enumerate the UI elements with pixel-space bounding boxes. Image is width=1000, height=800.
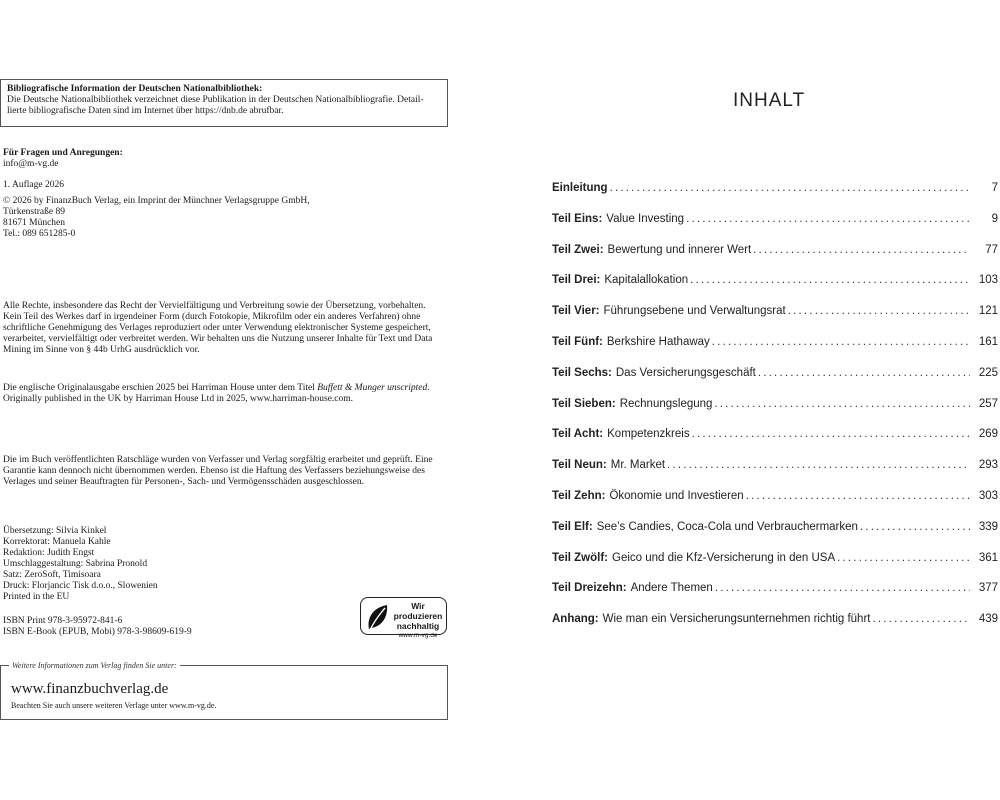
toc-entry-title: See’s Candies, Coca-Cola und Verbrauchermarken bbox=[596, 520, 858, 533]
bibliographic-info-box bbox=[0, 79, 448, 127]
bib-line-2: lierte bibliografische Daten sind im Internet über https://dnb.de abrufbar. bbox=[7, 106, 284, 116]
toc-entry-part: Teil Fünf: bbox=[552, 336, 603, 348]
credit-line: Umschlaggestaltung: Sabrina Pronold bbox=[3, 559, 148, 569]
toc-entry-label bbox=[552, 365, 756, 381]
toc-entry-page: 361 bbox=[978, 551, 998, 564]
toc-entry-label bbox=[552, 334, 710, 350]
questions-title: Für Fragen und Anregungen: bbox=[3, 148, 123, 158]
toc-entry-label bbox=[552, 550, 835, 566]
toc-entry-page: 257 bbox=[978, 397, 998, 410]
toc-entry-title: Ökonomie und Investieren bbox=[609, 490, 744, 502]
toc-entry[interactable] bbox=[552, 488, 998, 504]
toc-entry-page: 339 bbox=[978, 520, 998, 533]
toc-entry[interactable] bbox=[552, 550, 998, 566]
toc-entry-leader bbox=[610, 180, 970, 196]
credit-line: Satz: ZeroSoft, Timisoara bbox=[3, 570, 101, 580]
info-box-more: Beachten Sie auch unsere weiteren Verlage unter www.m-vg.de. bbox=[11, 701, 217, 710]
rights-line-3: schriftliche Genehmigung des Verlages reproduziert oder unter Verwendung elektronischer Systeme gespeichert, bbox=[3, 323, 431, 333]
disclaimer-block bbox=[3, 455, 449, 488]
toc-entry-title: Rechnungslegung bbox=[619, 397, 713, 410]
toc-entry[interactable] bbox=[552, 365, 998, 381]
toc-entry-label bbox=[552, 488, 744, 504]
toc-entry-leader bbox=[686, 211, 970, 227]
toc-entry-part: Teil Drei: bbox=[552, 274, 601, 287]
toc-entry-title: Berkshire Hathaway bbox=[606, 336, 710, 348]
copyright-line-1: © 2026 by FinanzBuch Verlag, ein Imprint der Münchner Verlagsgruppe GmbH, bbox=[3, 196, 310, 206]
toc-entry-leader bbox=[667, 457, 970, 473]
toc-entry-leader bbox=[712, 334, 970, 350]
toc-entry-title: Kapitalallokation bbox=[604, 274, 689, 287]
toc-entry-page: 77 bbox=[985, 243, 998, 256]
toc-entry-label bbox=[552, 519, 858, 535]
toc-entry-part: Anhang: bbox=[552, 613, 599, 626]
toc-entry-label bbox=[552, 211, 684, 227]
toc-entry-leader bbox=[714, 396, 970, 412]
copyright-line-4: Tel.: 089 651285-0 bbox=[3, 229, 76, 239]
toc-entry-page: 161 bbox=[978, 336, 998, 348]
toc-entry[interactable] bbox=[552, 272, 998, 288]
toc-entry-label bbox=[552, 242, 751, 258]
toc-entry-page: 377 bbox=[978, 582, 998, 595]
toc-entry[interactable] bbox=[552, 211, 998, 227]
toc-entry-part: Teil Zwei: bbox=[552, 243, 604, 256]
toc-entry-page: 9 bbox=[991, 212, 998, 225]
publisher-info-box bbox=[0, 661, 448, 720]
disclaimer-line-2: Garantie kann dennoch nicht übernommen werden. Ebenso ist die Haftung des Verfassers beziehungsweise des bbox=[3, 466, 425, 476]
sustainability-badge bbox=[360, 597, 447, 639]
copyright-block bbox=[3, 196, 449, 240]
publisher-website-link[interactable]: www.finanzbuchverlag.de bbox=[11, 681, 169, 697]
badge-line-1: Wir produzieren bbox=[393, 601, 443, 621]
toc-entry-leader bbox=[758, 365, 970, 381]
toc-entry[interactable] bbox=[552, 303, 998, 319]
credit-line: Korrektorat: Manuela Kahle bbox=[3, 537, 111, 547]
toc-entry-part: Teil Sechs: bbox=[552, 366, 612, 379]
rights-line-5: Mining im Sinne von § 44b UrhG ausdrücklich vor. bbox=[3, 345, 200, 355]
isbn-print: ISBN Print 978-3-95972-841-6 bbox=[3, 616, 123, 626]
badge-line-2: nachhaltig bbox=[396, 621, 440, 631]
toc-entry-leader bbox=[746, 488, 970, 504]
leaf-icon bbox=[365, 602, 391, 632]
toc-entry-label bbox=[552, 426, 690, 442]
toc-entry-title: Das Versicherungsgeschäft bbox=[615, 366, 756, 379]
toc-entry-leader bbox=[860, 519, 970, 535]
toc-entry-title: Wie man ein Versicherungsunternehmen richtig führt bbox=[602, 613, 871, 626]
rights-block bbox=[3, 301, 449, 356]
original-line-1 bbox=[3, 383, 449, 394]
toc-entry-label bbox=[552, 611, 870, 627]
credits-block bbox=[3, 526, 449, 603]
toc-entry[interactable] bbox=[552, 180, 998, 196]
credit-line: Redaktion: Judith Engst bbox=[3, 548, 95, 558]
badge-text bbox=[391, 601, 445, 640]
toc-entry-part: Teil Neun: bbox=[552, 459, 607, 472]
credit-line: Printed in the EU bbox=[3, 592, 70, 602]
toc-entry[interactable] bbox=[552, 334, 998, 350]
toc-entry[interactable] bbox=[552, 611, 998, 627]
toc-entry-page: 121 bbox=[978, 305, 998, 318]
original-line-1-post: . bbox=[427, 383, 430, 393]
toc-entry-label bbox=[552, 303, 786, 319]
toc-entry-leader bbox=[872, 611, 970, 627]
copyright-line-2: Türkenstraße 89 bbox=[3, 207, 65, 217]
toc-entry-leader bbox=[715, 580, 970, 596]
original-line-1-pre: Die englische Originalausgabe erschien 2025 bei Harriman House unter dem Titel bbox=[3, 383, 318, 393]
toc-entry-part: Teil Vier: bbox=[552, 305, 600, 318]
toc-entry-leader bbox=[692, 426, 970, 442]
toc-entry-page: 439 bbox=[978, 613, 998, 626]
toc-entry-part: Teil Eins: bbox=[552, 212, 603, 225]
original-line-2: Originally published in the UK by Harriman House Ltd in 2025, www.harriman-house.com. bbox=[3, 394, 354, 404]
toc-entry-label bbox=[552, 396, 712, 412]
toc-entry-leader bbox=[788, 303, 970, 319]
questions-block bbox=[3, 148, 449, 170]
edition: 1. Auflage 2026 bbox=[3, 180, 64, 190]
credit-line: Übersetzung: Silvia Kinkel bbox=[3, 526, 107, 536]
toc-entry[interactable] bbox=[552, 242, 998, 258]
disclaimer-line-3: Verlages und seiner Beauftragten für Personen-, Sach- und Vermögensschäden ausgeschlossen. bbox=[3, 477, 364, 487]
original-title: Buffett & Munger unscripted bbox=[317, 383, 428, 393]
toc-entry-leader bbox=[690, 272, 970, 288]
toc-entry-part: Teil Dreizehn: bbox=[552, 582, 627, 595]
contact-email[interactable]: info@m-vg.de bbox=[3, 159, 59, 169]
rights-line-4: verarbeitet, vervielfältigt oder verbreitet werden. Wir behalten uns die Nutzung unserer Inhalte für Text und Data bbox=[3, 334, 433, 344]
toc-entry[interactable] bbox=[552, 457, 998, 473]
toc-title: INHALT bbox=[733, 90, 806, 111]
toc-entry[interactable] bbox=[552, 519, 998, 535]
toc-entry-page: 293 bbox=[978, 459, 998, 472]
toc-entry-label bbox=[552, 180, 608, 196]
toc-entry[interactable] bbox=[552, 396, 998, 412]
toc-entry-title: Value Investing bbox=[606, 212, 685, 225]
toc-entry-part: Teil Elf: bbox=[552, 520, 593, 533]
toc-entry[interactable] bbox=[552, 426, 998, 442]
toc-entry-part: Einleitung bbox=[552, 182, 608, 194]
toc-entry-part: Teil Zwölf: bbox=[552, 551, 609, 564]
isbn-ebook: ISBN E-Book (EPUB, Mobi) 978-3-98609-619-9 bbox=[3, 627, 192, 637]
toc-entry-label bbox=[552, 457, 665, 473]
toc-entry-label bbox=[552, 580, 713, 596]
toc-entry-page: 7 bbox=[991, 182, 998, 194]
info-box-label: Weitere Informationen zum Verlag finden Sie unter: bbox=[9, 660, 180, 671]
toc-entry-title: Andere Themen bbox=[630, 582, 713, 595]
toc-entry-title: Mr. Market bbox=[610, 459, 666, 472]
toc-entry[interactable] bbox=[552, 580, 998, 596]
original-edition-block bbox=[3, 383, 449, 405]
copyright-line-3: 81671 München bbox=[3, 218, 66, 228]
toc-entry-page: 225 bbox=[978, 366, 998, 379]
credit-line: Druck: Florjancic Tisk d.o.o., Slowenien bbox=[3, 581, 158, 591]
toc-entry-title: Kompetenzkreis bbox=[607, 428, 690, 441]
toc-entry-leader bbox=[837, 550, 970, 566]
rights-line-2: Kein Teil des Werkes darf in irgendeiner Form (durch Fotokopie, Mikrofilm oder ein anderes Verfahren) ohne bbox=[3, 312, 421, 322]
toc-entry-page: 269 bbox=[978, 428, 998, 441]
toc-entry-title: Bewertung und innerer Wert bbox=[607, 243, 752, 256]
rights-line-1: Alle Rechte, insbesondere das Recht der Vervielfältigung und Verbreitung sowie der Übersetzung, vorbehalten. bbox=[3, 301, 426, 311]
toc-entry-title: Führungsebene und Verwaltungsrat bbox=[603, 305, 786, 318]
toc-entry-page: 303 bbox=[978, 490, 998, 502]
toc-entry-part: Teil Sieben: bbox=[552, 397, 616, 410]
toc-entry-part: Teil Acht: bbox=[552, 428, 604, 441]
toc-entry-part: Teil Zehn: bbox=[552, 490, 606, 502]
toc-entry-page: 103 bbox=[978, 274, 998, 287]
toc-entry-title: Geico und die Kfz-Versicherung in den USA bbox=[612, 551, 836, 564]
disclaimer-line-1: Die im Buch veröffentlichten Ratschläge wurden von Verfasser und Verlag sorgfältig erarbeitet und geprüft. Eine bbox=[3, 455, 433, 465]
badge-url: www.m-vg.de bbox=[398, 632, 438, 639]
toc-entry-label bbox=[552, 272, 688, 288]
toc-entry-leader bbox=[753, 242, 970, 258]
bib-line-1: Die Deutsche Nationalbibliothek verzeichnet diese Publikation in der Deutschen Nationalbibliografie. Detail- bbox=[7, 95, 424, 105]
bib-title: Bibliografische Information der Deutschen Nationalbibliothek: bbox=[7, 84, 263, 94]
